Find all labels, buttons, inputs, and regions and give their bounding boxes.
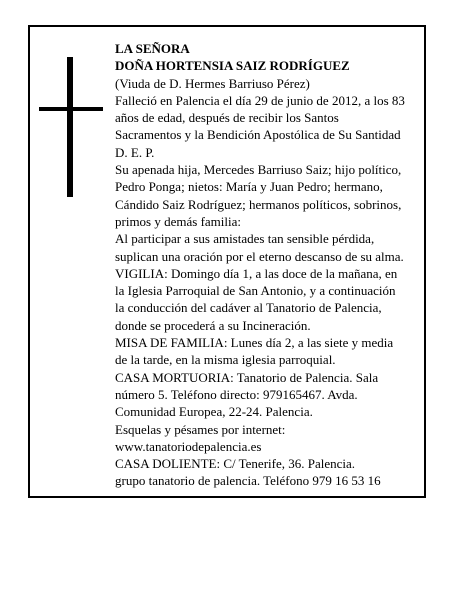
cross-horizontal-bar	[39, 107, 103, 111]
notice-line: Sacramentos y la Bendición Apostólica de Su Santidad	[115, 127, 401, 143]
notice-line: Falleció en Palencia el día 29 de junio de 2012, a los 83	[115, 92, 405, 108]
notice-line: D. E. P.	[115, 144, 155, 160]
notice-line: la Iglesia Parroquial de San Antonio, y a continuación	[115, 283, 396, 299]
notice-line: de la tarde, en la misma iglesia parroquial.	[115, 352, 336, 368]
obituary-notice	[28, 25, 426, 498]
notice-line: años de edad, después de recibir los Santos	[115, 110, 339, 126]
notice-line: (Viuda de D. Hermes Barriuso Pérez)	[115, 75, 310, 91]
notice-line: MISA DE FAMILIA: Lunes día 2, a las siete y media	[115, 335, 394, 351]
notice-line: suplican una oración por el eterno descanso de su alma.	[115, 248, 404, 264]
deceased-name: DOÑA HORTENSIA SAIZ RODRÍGUEZ	[115, 58, 350, 74]
website-link[interactable]: www.tanatoriodepalencia.es	[115, 438, 262, 454]
notice-heading-line: LA SEÑORA	[115, 41, 190, 56]
notice-line: donde se procederá a su Incineración.	[115, 317, 311, 333]
notice-line: CASA MORTUORIA: Tanatorio de Palencia. Sala	[115, 369, 379, 385]
notice-line: Esquelas y pésames por internet:	[115, 421, 286, 437]
notice-line: Comunidad Europea, 22-24. Palencia.	[115, 404, 313, 420]
notice-line: número 5. Teléfono directo: 979165467. Avda.	[115, 386, 358, 402]
cross-icon	[39, 57, 103, 197]
notice-line: Su apenada hija, Mercedes Barriuso Saiz; hijo político,	[115, 162, 402, 178]
notice-text	[115, 40, 423, 490]
notice-line: CASA DOLIENTE: C/ Tenerife, 36. Palencia.	[115, 456, 356, 472]
notice-line: Al participar a sus amistades tan sensible pérdida,	[115, 231, 375, 247]
notice-line: la conducción del cadáver al Tanatorio de Palencia,	[115, 300, 382, 316]
notice-line: VIGILIA: Domingo día 1, a las doce de la mañana, en	[115, 265, 398, 281]
notice-line: grupo tanatorio de palencia. Teléfono 979 16 53 16	[115, 473, 381, 489]
cross-vertical-bar	[67, 57, 73, 197]
notice-line: Cándido Saiz Rodríguez; hermanos políticos, sobrinos,	[115, 196, 402, 212]
notice-line: Pedro Ponga; nietos: María y Juan Pedro; hermano,	[115, 179, 383, 195]
notice-line: primos y demás familia:	[115, 213, 242, 229]
